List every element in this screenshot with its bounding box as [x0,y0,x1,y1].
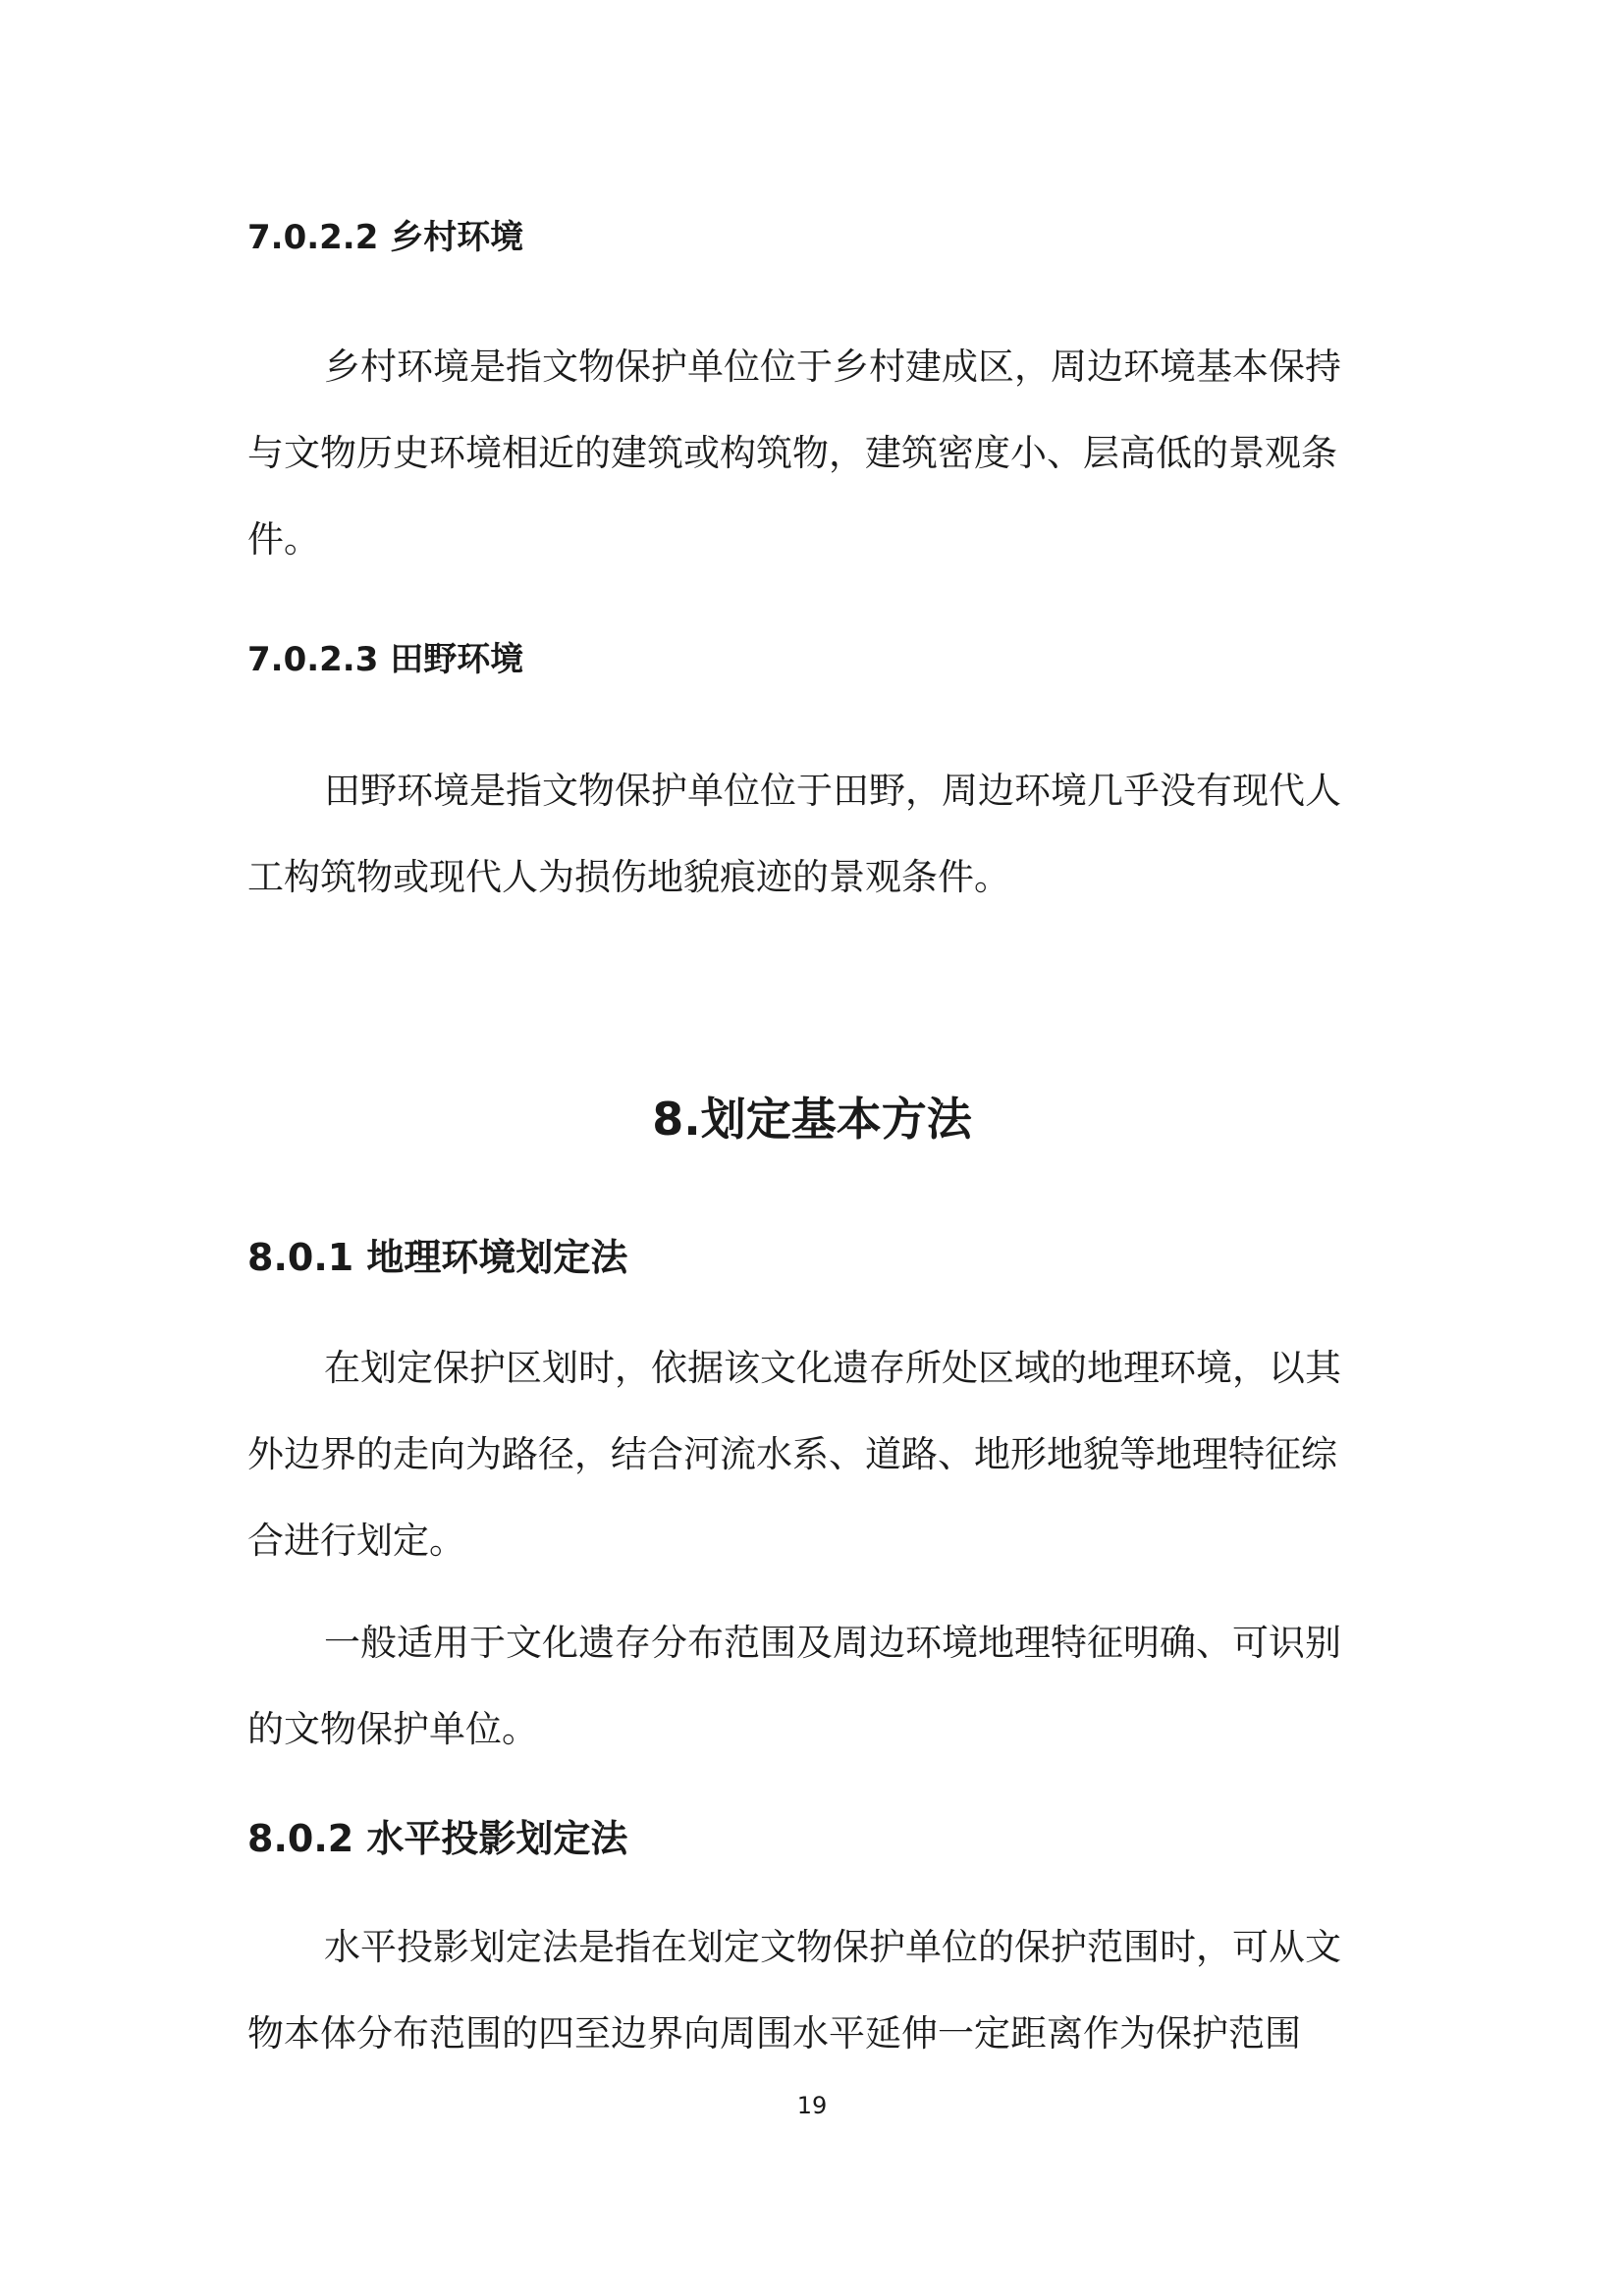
paragraph-line: 工构筑物或现代人为损伤地貌痕迹的景观条件。 [247,856,1010,898]
paragraph-line: 一般适用于文化遗存分布范围及周边环境地理特征明确、可识别 [324,1622,1341,1664]
paragraph-line: 田野环境是指文物保护单位位于田野，周边环境几乎没有现代人 [324,770,1341,812]
section-heading-7-0-2-2: 7.0.2.2 乡村环境 [247,218,524,257]
paragraph-line: 在划定保护区划时，依据该文化遗存所处区域的地理环境，以其 [324,1347,1341,1389]
paragraph-horizontal-projection [247,1904,1386,2077]
paragraph-line: 物本体分布范围的四至边界向周围水平延伸一定距离作为保护范围 [247,2012,1301,2055]
paragraph-field-environment [247,748,1386,921]
paragraph-line: 件。 [247,518,320,561]
paragraph-geographic-applicability [247,1600,1386,1773]
chapter-title: 8.划定基本方法 [652,1093,972,1146]
paragraph-line: 外边界的走向为路径，结合河流水系、道路、地形地貌等地理特征综 [247,1433,1337,1475]
section-heading-7-0-2-3: 7.0.2.3 田野环境 [247,640,524,679]
paragraph-rural-environment [247,324,1386,583]
section-heading-8-0-2: 8.0.2 水平投影划定法 [247,1817,628,1860]
paragraph-line: 的文物保护单位。 [247,1708,538,1750]
page-number: 19 [796,2092,828,2119]
paragraph-line: 合进行划定。 [247,1520,465,1562]
paragraph-line: 水平投影划定法是指在划定文物保护单位的保护范围时，可从文 [324,1926,1341,1968]
paragraph-geographic-method [247,1325,1386,1584]
paragraph-line: 乡村环境是指文物保护单位位于乡村建成区，周边环境基本保持 [324,346,1341,388]
paragraph-line: 与文物历史环境相近的建筑或构筑物，建筑密度小、层高低的景观条 [247,432,1337,474]
section-heading-8-0-1: 8.0.1 地理环境划定法 [247,1236,628,1279]
